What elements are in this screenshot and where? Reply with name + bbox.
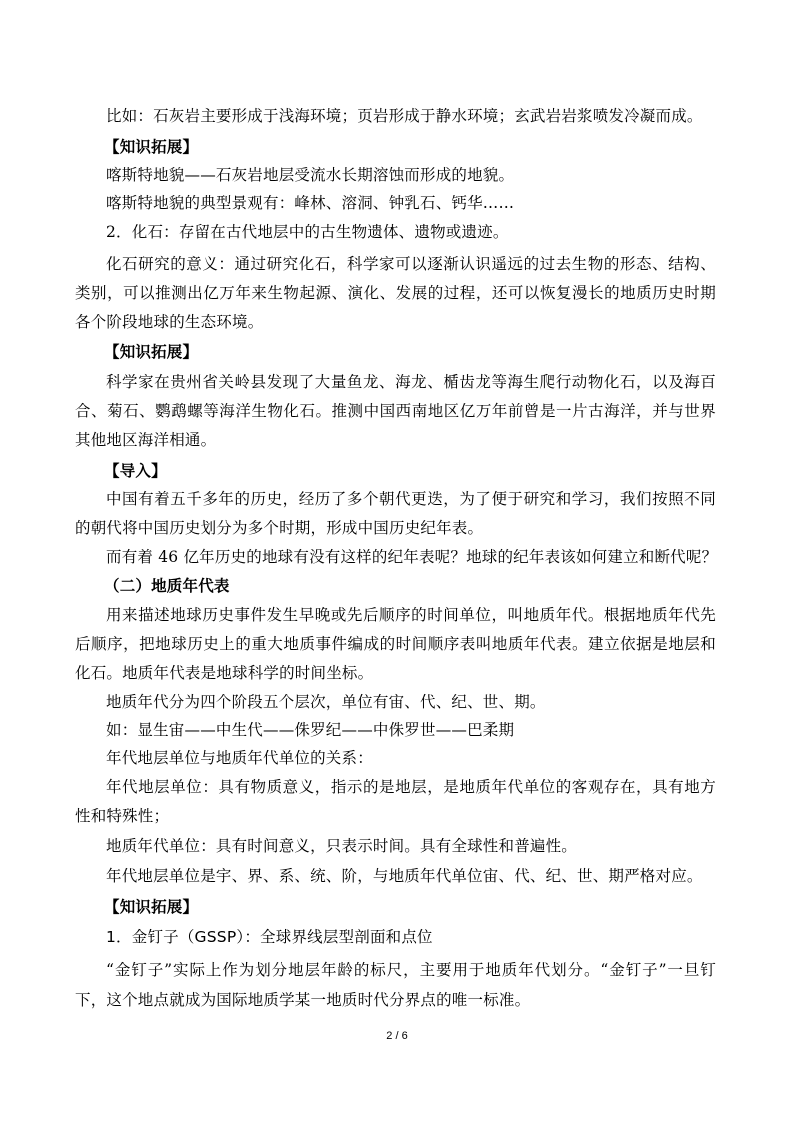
section-heading: 【知识拓展】 — [104, 137, 199, 156]
text-line: 而有着 46 亿年历史的地球有没有这样的纪年表呢？地球的纪年表该如何建立和断代呢？ — [106, 548, 718, 566]
text-line: “金钉子”实际上作为划分地层年龄的标尺，主要用于地质年代划分。“金钉子”一旦钉 — [106, 961, 716, 979]
text-line: 地质年代单位：具有时间意义，只表示时间。具有全球性和普遍性。 — [106, 837, 578, 855]
text-line: 1．金钉子（GSSP）：全球界线层型剖面和点位 — [106, 928, 433, 946]
text-line: 合、菊石、鹦鹉螺等海洋生物化石。推测中国西南地区亿万年前曾是一片古海洋，并与世界 — [75, 402, 716, 420]
text-line: 化石。地质年代表是地球科学的时间坐标。 — [75, 664, 374, 682]
text-line: 各个阶段地球的生态环境。 — [75, 313, 264, 331]
text-line: 类别，可以推测出亿万年来生物起源、演化、发展的过程，还可以恢复漫长的地质历史时期 — [75, 284, 716, 302]
text-line: 中国有着五千多年的历史，经历了多个朝代更迭，为了便于研究和学习，我们按照不同 — [106, 490, 716, 508]
text-line: 喀斯特地貌的典型景观有：峰林、溶洞、钟乳石、钙华…… — [106, 194, 515, 212]
text-line: 年代地层单位与地质年代单位的关系： — [106, 749, 373, 767]
text-line: 性和特殊性； — [75, 807, 170, 825]
text-line: 化石研究的意义：通过研究化石，科学家可以逐渐认识遥远的过去生物的形态、结构、 — [106, 255, 716, 273]
text-line: 如：显生宙——中生代——侏罗纪——中侏罗世——巴柔期 — [106, 721, 515, 739]
text-line: 地质年代分为四个阶段五个层次，单位有宙、代、纪、世、期。 — [106, 693, 546, 711]
text-line: 后顺序，把地球历史上的重大地质事件编成的时间顺序表叫地质年代表。建立依据是地层和 — [75, 635, 716, 653]
section-heading: 【导入】 — [104, 461, 167, 480]
text-line: 年代地层单位是宇、界、系、统、阶，与地质年代单位宙、代、纪、世、期严格对应。 — [106, 867, 703, 885]
text-line: 其他地区海洋相通。 — [75, 431, 217, 449]
section-heading: （二）地质年代表 — [104, 576, 230, 595]
text-line: 年代地层单位：具有物质意义，指示的是地层，是地质年代单位的客观存在，具有地方 — [106, 778, 716, 796]
text-line: 的朝代将中国历史划分为多个时期，形成中国历史纪年表。 — [75, 519, 484, 537]
text-line: 2．化石：存留在古代地层中的古生物遗体、遗物或遗迹。 — [106, 223, 509, 241]
text-line: 用来描述地球历史事件发生早晚或先后顺序的时间单位，叫地质年代。根据地质年代先 — [106, 606, 716, 624]
text-line: 比如：石灰岩主要形成于浅海环境；页岩形成于静水环境；玄武岩岩浆喷发冷凝而成。 — [106, 107, 703, 125]
section-heading: 【知识拓展】 — [104, 897, 199, 916]
text-line: 下，这个地点就成为国际地质学某一地质时代分界点的唯一标准。 — [75, 991, 531, 1009]
page-number: 2 / 6 — [386, 1030, 408, 1042]
section-heading: 【知识拓展】 — [104, 342, 199, 361]
text-line: 科学家在贵州省关岭县发现了大量鱼龙、海龙、楯齿龙等海生爬行动物化石，以及海百 — [106, 373, 716, 391]
text-line: 喀斯特地貌——石灰岩地层受流水长期溶蚀而形成的地貌。 — [106, 166, 515, 184]
